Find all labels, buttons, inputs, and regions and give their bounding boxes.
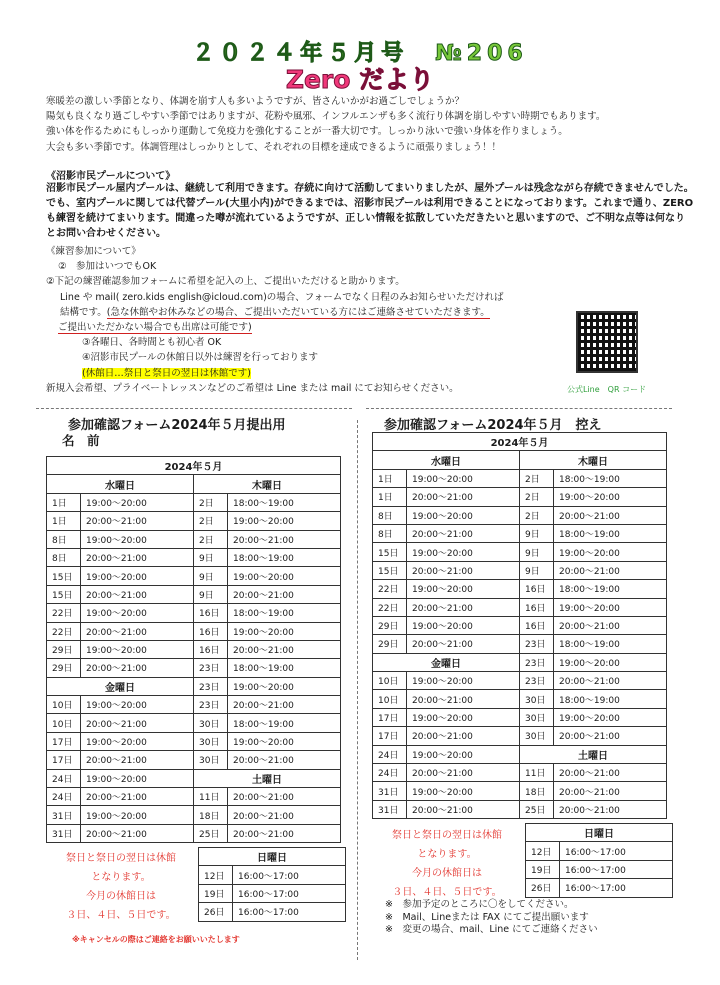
day-header-sun: 日曜日	[526, 824, 673, 842]
date-cell[interactable]: 12日	[526, 842, 560, 860]
note-line: ３日、４日、５日です。	[66, 910, 176, 921]
time-cell[interactable]: 20:00～21:00	[554, 672, 667, 690]
date-cell[interactable]: 16日	[194, 604, 228, 622]
date-cell[interactable]: 8日	[373, 524, 407, 542]
date-cell[interactable]: 29日	[47, 640, 81, 658]
time-cell[interactable]: 19:00～20:00	[554, 543, 667, 561]
date-cell[interactable]: 31日	[47, 824, 81, 842]
date-cell[interactable]: 30日	[194, 714, 228, 732]
practice-item: ④沼影市民プールの休館日以外は練習を行っております	[82, 352, 319, 364]
date-cell[interactable]: 24日	[373, 745, 407, 763]
month-header: 2024年５月	[47, 457, 341, 475]
time-cell[interactable]: 16:00～17:00	[233, 903, 346, 921]
practice-item	[46, 366, 606, 381]
dashed-divider	[366, 408, 672, 409]
time-cell[interactable]: 20:00～21:00	[407, 488, 520, 506]
time-cell[interactable]: 20:00～21:00	[554, 506, 667, 524]
time-cell[interactable]: 20:00～21:00	[81, 512, 194, 530]
note-item: ※ 変更の場合、mail、Line にてご連絡ください	[385, 924, 598, 935]
date-cell[interactable]: 15日	[47, 567, 81, 585]
time-cell[interactable]: 20:00～21:00	[407, 561, 520, 579]
date-cell[interactable]: 22日	[373, 580, 407, 598]
date-cell[interactable]: 23日	[194, 677, 228, 695]
note-line: 今月の休館日は	[412, 868, 482, 879]
intro-line: 陽気も良くなり過ごしやすい季節ではありますが、花粉や風邪、インフルエンザも多く流行り体調を崩しやすい時期でもあります。	[46, 111, 606, 123]
time-cell[interactable]: 20:00～21:00	[228, 751, 341, 769]
time-cell[interactable]: 20:00～21:00	[228, 806, 341, 824]
date-cell[interactable]: 22日	[47, 622, 81, 640]
intro-text	[46, 94, 686, 155]
right-sunday-table	[525, 823, 673, 898]
note-line: ３日、４日、５日です。	[392, 887, 502, 898]
time-cell[interactable]: 16:00～17:00	[560, 842, 673, 860]
left-form-title: 参加確認フォーム2024年５月提出用	[68, 418, 286, 433]
date-cell[interactable]: 25日	[194, 824, 228, 842]
date-cell[interactable]: 29日	[373, 616, 407, 634]
date-cell[interactable]: 16日	[520, 616, 554, 634]
time-cell[interactable]: 20:00～21:00	[228, 696, 341, 714]
note-item: ※ 参加予定のところに〇をしてください。	[385, 899, 574, 910]
date-cell[interactable]: 23日	[520, 672, 554, 690]
time-cell[interactable]: 18:00～19:00	[228, 493, 341, 511]
time-cell[interactable]: 19:00～20:00	[407, 506, 520, 524]
time-cell[interactable]: 20:00～21:00	[554, 764, 667, 782]
date-cell[interactable]: 30日	[520, 708, 554, 726]
time-cell[interactable]: 20:00～21:00	[81, 548, 194, 566]
date-cell[interactable]: 9日	[520, 524, 554, 542]
time-cell[interactable]: 20:00～21:00	[554, 561, 667, 579]
date-cell[interactable]: 1日	[47, 493, 81, 511]
time-cell[interactable]: 19:00～20:00	[81, 696, 194, 714]
date-cell[interactable]: 24日	[47, 788, 81, 806]
date-cell[interactable]: 8日	[47, 530, 81, 548]
left-form-table	[46, 456, 341, 843]
closed-day-highlight: (休館日…祭日と祭日の翌日は休館です)	[82, 367, 251, 379]
time-cell[interactable]: 20:00～21:00	[554, 616, 667, 634]
time-cell[interactable]: 20:00～21:00	[554, 782, 667, 800]
day-header-sat: 土曜日	[520, 745, 667, 763]
date-cell[interactable]: 1日	[373, 469, 407, 487]
practice-item: ③各曜日、各時間とも初心者 OK	[82, 337, 222, 349]
date-cell[interactable]: 1日	[373, 488, 407, 506]
qr-caption: 公式Line QR コード	[567, 385, 647, 394]
time-cell[interactable]: 19:00～20:00	[554, 653, 667, 671]
practice-heading: 《練習参加について》	[46, 246, 141, 257]
time-cell[interactable]: 19:00～20:00	[407, 708, 520, 726]
note-line: となります。	[417, 849, 477, 860]
time-cell[interactable]: 18:00～19:00	[554, 524, 667, 542]
time-cell[interactable]: 19:00～20:00	[228, 732, 341, 750]
intro-line: 寒暖差の激しい季節となり、体調を崩す人も多いようですが、皆さんいかがお過ごしでしょうか？	[46, 96, 465, 107]
time-cell[interactable]: 20:00～21:00	[81, 824, 194, 842]
note-line: 祭日と祭日の翌日は休館	[66, 853, 176, 864]
newsletter-name: Zero だより	[285, 65, 435, 94]
time-cell[interactable]: 19:00～20:00	[407, 469, 520, 487]
date-cell[interactable]: 31日	[47, 806, 81, 824]
intro-line: 強い体を作るためにもしっかり運動して免疫力を強化することが一番大切です。しっかり泳いで強い身体を作りましょう。	[46, 126, 568, 138]
time-cell[interactable]: 20:00～21:00	[81, 659, 194, 677]
day-header-thu: 木曜日	[520, 451, 667, 469]
time-cell[interactable]: 19:00～20:00	[81, 806, 194, 824]
time-cell[interactable]: 16:00～17:00	[560, 879, 673, 897]
note-item: ※ Mail、Lineまたは FAX にてご提出願います	[385, 911, 589, 923]
time-cell[interactable]: 18:00～19:00	[228, 714, 341, 732]
practice-item-cont	[46, 305, 606, 320]
time-cell[interactable]: 16:00～17:00	[233, 884, 346, 902]
time-cell[interactable]: 20:00～21:00	[81, 788, 194, 806]
date-cell[interactable]: 1日	[47, 512, 81, 530]
left-sunday-table	[198, 847, 346, 922]
date-cell[interactable]: 2日	[520, 506, 554, 524]
time-cell[interactable]: 19:00～20:00	[81, 604, 194, 622]
note-line: 今月の休館日は	[86, 891, 156, 902]
date-cell[interactable]: 17日	[47, 732, 81, 750]
time-cell[interactable]: 20:00～21:00	[81, 714, 194, 732]
time-cell[interactable]: 18:00～19:00	[228, 659, 341, 677]
day-header-sat: 土曜日	[194, 769, 341, 787]
note-line: 祭日と祭日の翌日は休館	[392, 830, 502, 841]
date-cell[interactable]: 16日	[194, 622, 228, 640]
time-cell[interactable]: 18:00～19:00	[554, 580, 667, 598]
date-cell[interactable]: 16日	[194, 640, 228, 658]
time-cell[interactable]: 18:00～19:00	[554, 690, 667, 708]
issue-title: ２０２４年５月号 №206	[192, 41, 528, 66]
time-cell[interactable]: 19:00～20:00	[554, 598, 667, 616]
time-cell[interactable]: 20:00～21:00	[228, 585, 341, 603]
underlined-note: ご提出いただかない場合でも出席は可能です)	[58, 322, 252, 334]
time-cell[interactable]: 19:00～20:00	[81, 493, 194, 511]
time-cell[interactable]: 19:00～20:00	[407, 580, 520, 598]
time-cell[interactable]: 20:00～21:00	[407, 635, 520, 653]
time-cell[interactable]: 20:00～21:00	[228, 824, 341, 842]
day-header-fri: 金曜日	[47, 677, 194, 695]
date-cell[interactable]: 29日	[47, 659, 81, 677]
contact-note: 新規入会希望、プライベートレッスンなどのご希望は Line または mail にてお知らせください。	[46, 382, 459, 394]
day-header-fri: 金曜日	[373, 653, 520, 671]
time-cell[interactable]: 20:00～21:00	[554, 727, 667, 745]
time-cell[interactable]: 20:00～21:00	[554, 800, 667, 818]
time-cell[interactable]: 20:00～21:00	[407, 598, 520, 616]
time-cell[interactable]: 20:00～21:00	[81, 751, 194, 769]
time-cell[interactable]: 20:00～21:00	[407, 764, 520, 782]
date-cell[interactable]: 10日	[373, 690, 407, 708]
date-cell[interactable]: 23日	[194, 696, 228, 714]
note-line: となります。	[91, 872, 151, 883]
time-cell[interactable]: 19:00～20:00	[407, 782, 520, 800]
date-cell[interactable]: 18日	[194, 806, 228, 824]
date-cell[interactable]: 23日	[194, 659, 228, 677]
vertical-divider	[357, 420, 358, 960]
intro-line: 大会も多い季節です。体調管理はしっかりとして、それぞれの目標を達成できるように頑張りましょう！！	[46, 141, 502, 153]
date-cell[interactable]: 30日	[520, 690, 554, 708]
date-cell[interactable]: 26日	[526, 879, 560, 897]
date-cell[interactable]: 24日	[373, 764, 407, 782]
date-cell[interactable]: 16日	[520, 580, 554, 598]
time-cell[interactable]: 19:00～20:00	[407, 543, 520, 561]
name-label: 名 前	[62, 433, 100, 448]
practice-item-cont	[46, 320, 606, 335]
date-cell[interactable]: 31日	[373, 800, 407, 818]
time-cell[interactable]: 19:00～20:00	[407, 616, 520, 634]
date-cell[interactable]: 9日	[194, 585, 228, 603]
time-cell[interactable]: 19:00～20:00	[81, 769, 194, 787]
date-cell[interactable]: 2日	[520, 488, 554, 506]
time-cell[interactable]: 16:00～17:00	[560, 860, 673, 878]
time-cell[interactable]: 18:00～19:00	[554, 469, 667, 487]
date-cell[interactable]: 19日	[199, 884, 233, 902]
date-cell[interactable]: 22日	[47, 604, 81, 622]
time-cell[interactable]: 20:00～21:00	[407, 524, 520, 542]
date-cell[interactable]: 10日	[47, 714, 81, 732]
practice-item: ② 参加はいつでもOK	[58, 261, 157, 273]
time-cell[interactable]: 20:00～21:00	[228, 640, 341, 658]
date-cell[interactable]: 8日	[47, 548, 81, 566]
date-cell[interactable]: 2日	[520, 469, 554, 487]
date-cell[interactable]: 30日	[194, 751, 228, 769]
date-cell[interactable]: 12日	[199, 866, 233, 884]
time-cell[interactable]: 16:00～17:00	[233, 866, 346, 884]
pool-heading: 《沼影市民プールについて》	[46, 171, 176, 182]
time-cell[interactable]: 20:00～21:00	[407, 727, 520, 745]
date-cell[interactable]: 17日	[47, 751, 81, 769]
time-cell[interactable]: 20:00～21:00	[81, 622, 194, 640]
date-cell[interactable]: 9日	[194, 548, 228, 566]
time-cell[interactable]: 18:00～19:00	[554, 635, 667, 653]
date-cell[interactable]: 10日	[373, 672, 407, 690]
date-cell[interactable]: 17日	[373, 727, 407, 745]
date-cell[interactable]: 11日	[194, 788, 228, 806]
time-cell[interactable]: 19:00～20:00	[554, 708, 667, 726]
day-header-wed: 水曜日	[47, 475, 194, 493]
practice-item-cont: Line や mail( zero.kids english@icloud.com)の場合、フォームでなく日程のみお知らせいただければ	[60, 291, 504, 303]
time-cell[interactable]: 19:00～20:00	[81, 640, 194, 658]
day-header-sun: 日曜日	[199, 848, 346, 866]
form-notes	[385, 899, 598, 937]
date-cell[interactable]: 25日	[520, 800, 554, 818]
date-cell[interactable]: 26日	[199, 903, 233, 921]
date-cell[interactable]: 2日	[194, 530, 228, 548]
date-cell[interactable]: 9日	[520, 561, 554, 579]
date-cell[interactable]: 30日	[194, 732, 228, 750]
time-cell[interactable]: 19:00～20:00	[81, 567, 194, 585]
closed-day-note	[372, 826, 522, 902]
date-cell[interactable]: 9日	[194, 567, 228, 585]
date-cell[interactable]: 10日	[47, 696, 81, 714]
closed-day-note	[48, 849, 194, 925]
time-cell[interactable]: 20:00～21:00	[81, 585, 194, 603]
date-cell[interactable]: 24日	[47, 769, 81, 787]
month-header: 2024年５月	[373, 433, 667, 451]
date-cell[interactable]: 11日	[520, 764, 554, 782]
date-cell[interactable]: 15日	[47, 585, 81, 603]
date-cell[interactable]: 15日	[373, 543, 407, 561]
time-cell[interactable]: 19:00～20:00	[228, 512, 341, 530]
time-cell[interactable]: 19:00～20:00	[81, 530, 194, 548]
day-header-thu: 木曜日	[194, 475, 341, 493]
date-cell[interactable]: 2日	[194, 512, 228, 530]
time-cell[interactable]: 20:00～21:00	[228, 530, 341, 548]
time-cell[interactable]: 20:00～21:00	[407, 800, 520, 818]
date-cell[interactable]: 8日	[373, 506, 407, 524]
date-cell[interactable]: 31日	[373, 782, 407, 800]
time-cell[interactable]: 19:00～20:00	[228, 622, 341, 640]
date-cell[interactable]: 22日	[373, 598, 407, 616]
date-cell[interactable]: 23日	[520, 635, 554, 653]
dashed-divider	[36, 408, 352, 409]
right-form-table	[372, 432, 667, 819]
time-cell[interactable]: 19:00～20:00	[554, 488, 667, 506]
date-cell[interactable]: 16日	[520, 598, 554, 616]
time-cell[interactable]: 19:00～20:00	[228, 677, 341, 695]
pool-text: 沼影市民プール屋内プールは、継続して利用できます。存続に向けて活動してまいりましたが、屋外プールは残念ながら存続できませんでした。でも、室内プールに関しては代替プール(大里小内)ができるまでは、沼影市民プールは利用できることになっております。これまで通り、ZERO も練習を続けてまいります。間違った噂が流れているようですが、正しい情報を拡散していただきたいと思いますので、ご不明な点等は何なりとお問い合わせください。	[46, 183, 694, 239]
date-cell[interactable]: 2日	[194, 493, 228, 511]
time-cell[interactable]: 19:00～20:00	[407, 745, 520, 763]
practice-item: ②下記の練習確認参加フォームに希望を記入の上、ご提出いただけると助かります。	[46, 276, 405, 288]
time-cell[interactable]: 19:00～20:00	[81, 732, 194, 750]
time-cell[interactable]: 20:00～21:00	[228, 788, 341, 806]
date-cell[interactable]: 18日	[520, 782, 554, 800]
cancel-note: ※キャンセルの際はご連絡をお願いいたします	[72, 935, 240, 944]
date-cell[interactable]: 23日	[520, 653, 554, 671]
day-header-wed: 水曜日	[373, 451, 520, 469]
date-cell[interactable]: 19日	[526, 860, 560, 878]
time-cell[interactable]: 20:00～21:00	[407, 690, 520, 708]
time-cell[interactable]: 19:00～20:00	[407, 672, 520, 690]
underlined-note: (急な休館やお休みなどの場合、ご提出いただいている方にはご連絡させていただきます。	[106, 306, 490, 318]
time-cell[interactable]: 19:00～20:00	[228, 567, 341, 585]
date-cell[interactable]: 17日	[373, 708, 407, 726]
text-span: 結構です。	[60, 306, 107, 318]
time-cell[interactable]: 18:00～19:00	[228, 604, 341, 622]
time-cell[interactable]: 18:00～19:00	[228, 548, 341, 566]
date-cell[interactable]: 15日	[373, 561, 407, 579]
right-form-title: 参加確認フォーム2024年５月 控え	[384, 418, 602, 433]
date-cell[interactable]: 29日	[373, 635, 407, 653]
date-cell[interactable]: 9日	[520, 543, 554, 561]
qr-code-icon[interactable]	[576, 311, 638, 373]
date-cell[interactable]: 30日	[520, 727, 554, 745]
practice-section	[46, 244, 606, 396]
